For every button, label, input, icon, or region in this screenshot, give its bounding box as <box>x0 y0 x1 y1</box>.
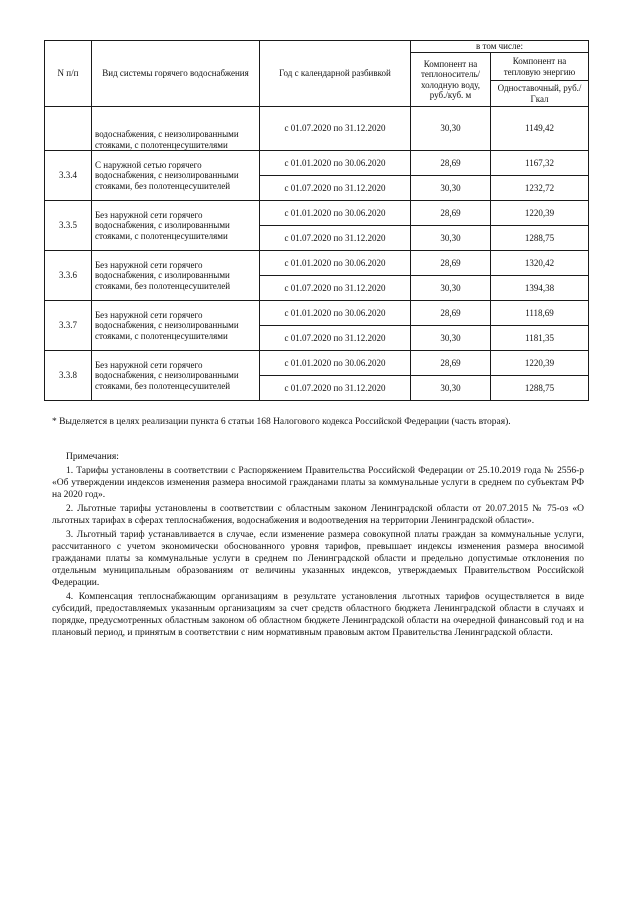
table-row <box>45 107 589 151</box>
type-cell: водоснабжения, с неизолированными стояками, с полотенцесушителями <box>92 107 260 151</box>
water-value: 30,30 <box>411 226 491 251</box>
type-cell: С наружной сетью горячего водоснабжения, с неизолированными стояками, без полотенцесушителей <box>92 151 260 201</box>
type-cell: Без наружной сети горячего водоснабжения, с неизолированными стояками, с полотенцесушителями <box>92 301 260 351</box>
period-cell: с 01.01.2020 по 30.06.2020 <box>260 301 411 326</box>
energy-value: 1288,75 <box>491 376 589 401</box>
type-cell: Без наружной сети горячего водоснабжения, с изолированными стояками, с полотенцесушителями <box>92 201 260 251</box>
water-value: 30,30 <box>411 376 491 401</box>
period-cell: с 01.01.2020 по 30.06.2020 <box>260 201 411 226</box>
water-value: 30,30 <box>411 326 491 351</box>
header-period: Год с календарной разбивкой <box>260 41 411 107</box>
header-in-total: в том числе: <box>411 41 589 53</box>
energy-value: 1288,75 <box>491 226 589 251</box>
table-row <box>45 151 589 176</box>
table-row <box>45 251 589 276</box>
notes-title: Примечания: <box>66 452 119 462</box>
note-item: 2. Льготные тарифы установлены в соответствии с областным законом Ленинградской области от 20.07.2015 № 75-оз «О льготных тарифах в сферах теплоснабжения, водоснабжения и водоотведения на территории Ленинградской области». <box>52 504 584 526</box>
note-item: 3. Льготный тариф устанавливается в случае, если изменение размера совокупной платы граждан за коммунальные услуги, рассчитанного с учетом экономически обоснованного уровня тарифов, превышает индексы изменения размера вносимой гражданами платы за коммунальные услуги в среднем по Ленинградской области и предельно допустимые отклонения по отдельным муниципальным образованиям от величины указанных индексов, утверждаемых Правительством Российской Федерации. <box>52 530 584 588</box>
note-item: 4. Компенсация теплоснабжающим организациям в результате установления льготных тарифов осуществляется в виде субсидий, предоставляемых указанным организациям за счет средств областного бюджета Ленинградской области в случаях и порядке, предусмотренных областным законом об областном бюджете Ленинградской области на очередной финансовый год и на плановый период, и принятым в соответствии с ним нормативным правовым актом Правительства Ленинградской области. <box>52 592 584 638</box>
row-num: 3.3.4 <box>45 151 92 201</box>
water-value: 28,69 <box>411 201 491 226</box>
energy-value: 1167,32 <box>491 151 589 176</box>
water-value: 28,69 <box>411 301 491 326</box>
energy-value: 1181,35 <box>491 326 589 351</box>
period-cell: с 01.01.2020 по 30.06.2020 <box>260 251 411 276</box>
type-cell: Без наружной сети горячего водоснабжения, с изолированными стояками, без полотенцесушителей <box>92 251 260 301</box>
water-value: 28,69 <box>411 151 491 176</box>
period-cell: с 01.01.2020 по 30.06.2020 <box>260 351 411 376</box>
header-component-water: Компонент на теплоноситель/холодную воду, руб./куб. м <box>411 53 491 107</box>
energy-value: 1232,72 <box>491 176 589 201</box>
energy-value: 1394,38 <box>491 276 589 301</box>
period-cell: с 01.07.2020 по 31.12.2020 <box>260 276 411 301</box>
notes-section <box>52 451 584 641</box>
energy-value: 1220,39 <box>491 351 589 376</box>
period-cell: с 01.07.2020 по 31.12.2020 <box>260 376 411 401</box>
table-row <box>45 351 589 376</box>
period-cell: с 01.07.2020 по 31.12.2020 <box>260 107 411 151</box>
period-cell: с 01.01.2020 по 30.06.2020 <box>260 151 411 176</box>
energy-value: 1118,69 <box>491 301 589 326</box>
water-value: 30,30 <box>411 276 491 301</box>
tariff-table <box>44 40 589 401</box>
header-type: Вид системы горячего водоснабжения <box>92 41 260 107</box>
header-component-energy: Компонент на тепловую энергию <box>491 53 589 81</box>
energy-value: 1220,39 <box>491 201 589 226</box>
table-row <box>45 201 589 226</box>
water-value: 28,69 <box>411 351 491 376</box>
water-value: 28,69 <box>411 251 491 276</box>
period-cell: с 01.07.2020 по 31.12.2020 <box>260 226 411 251</box>
row-num: 3.3.5 <box>45 201 92 251</box>
energy-value: 1149,42 <box>491 107 589 151</box>
footnote: * Выделяется в целях реализации пункта 6 статьи 168 Налогового кодекса Российской Федерации (часть вторая). <box>52 417 511 427</box>
header-num: N п/п <box>45 41 92 107</box>
row-num: 3.3.7 <box>45 301 92 351</box>
water-value: 30,30 <box>411 176 491 201</box>
header-single-rate: Одноставочный, руб./Гкал <box>491 81 589 107</box>
period-cell: с 01.07.2020 по 31.12.2020 <box>260 176 411 201</box>
type-cell: Без наружной сети горячего водоснабжения, с неизолированными стояками, без полотенцесушителей <box>92 351 260 401</box>
energy-value: 1320,42 <box>491 251 589 276</box>
note-item: 1. Тарифы установлены в соответствии с Распоряжением Правительства Российской Федерации от 25.10.2019 года № 2556-р «Об утверждении индексов изменения размера вносимой гражданами платы за коммунальные услуги в среднем по субъектам РФ на 2020 год». <box>52 466 584 500</box>
row-num: 3.3.8 <box>45 351 92 401</box>
row-num: 3.3.6 <box>45 251 92 301</box>
water-value: 30,30 <box>411 107 491 151</box>
table-row <box>45 301 589 326</box>
period-cell: с 01.07.2020 по 31.12.2020 <box>260 326 411 351</box>
